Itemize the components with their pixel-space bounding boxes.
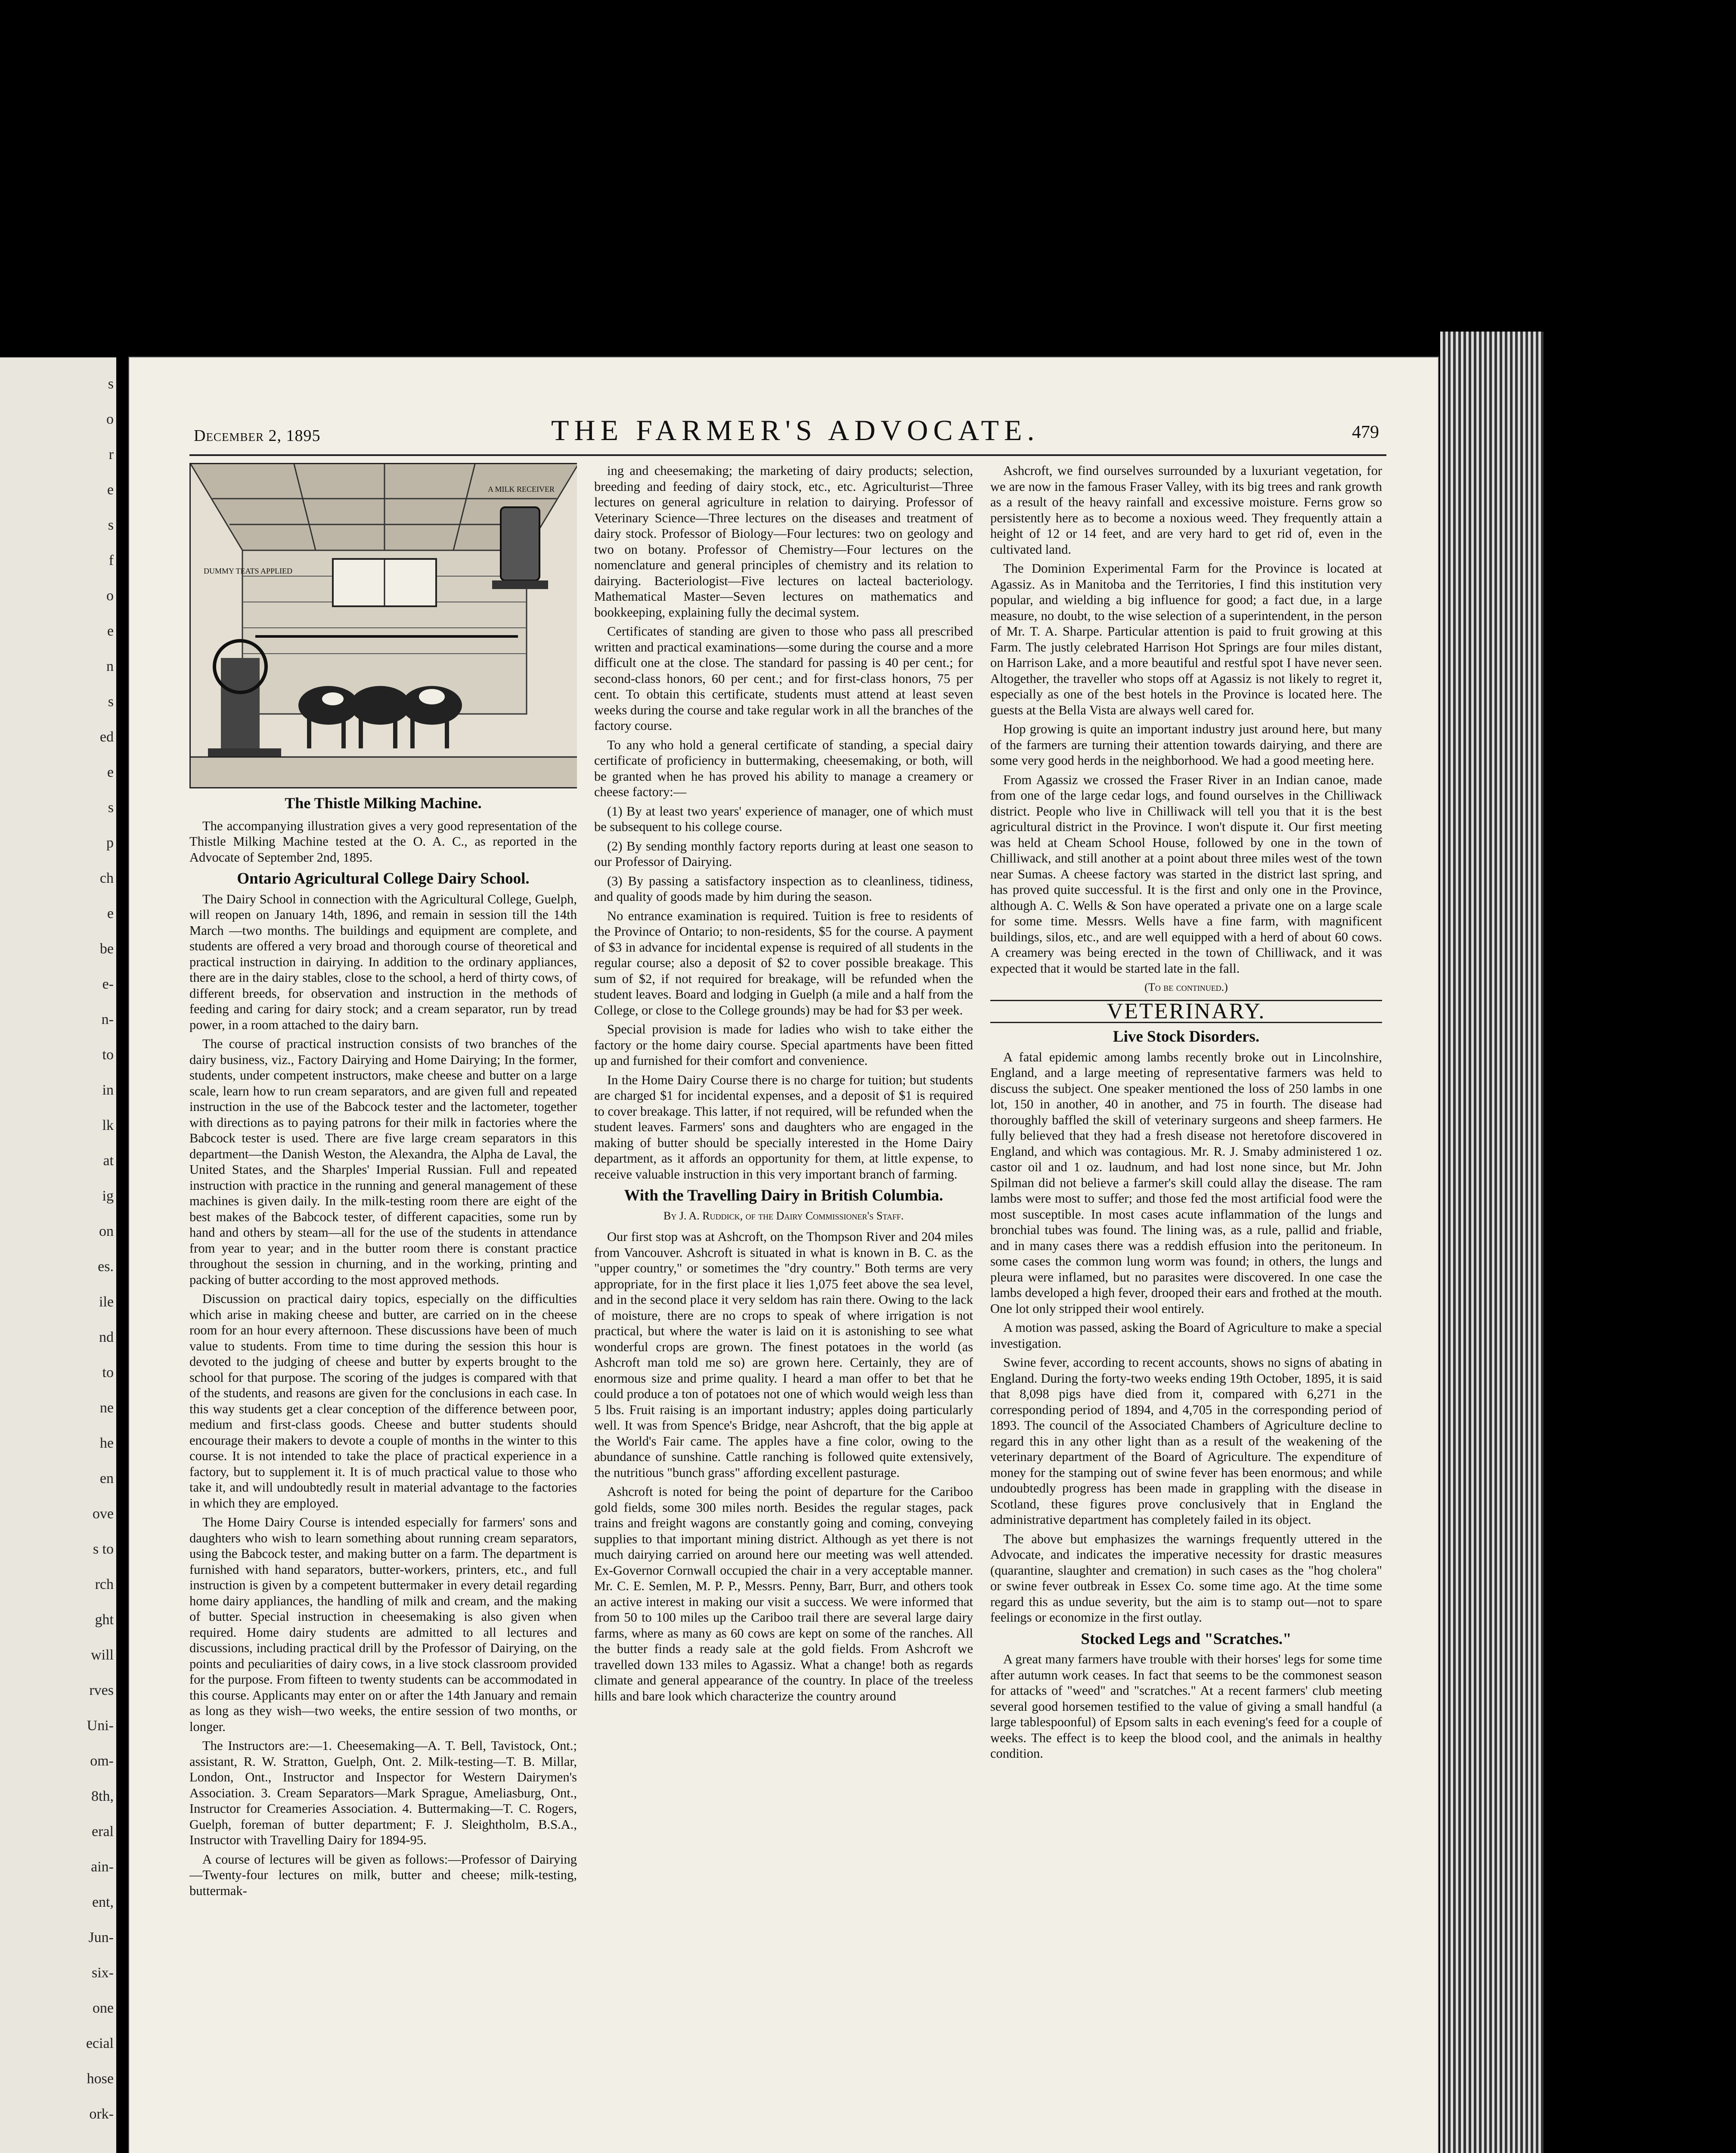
paragraph: To any who hold a general certificate of standing, a special dairy certificate of proficiency in buttermaking, cheesemaking, or both, will be granted when he has proved his ability to manage a creamery or cheese factory:— — [594, 737, 973, 799]
previous-page-fragment: ed — [99, 729, 114, 745]
live-stock-disorders-heading: Live Stock Disorders. — [1113, 1028, 1260, 1045]
previous-page-fragment: one — [92, 2000, 114, 2016]
previous-page-fragment: be — [99, 941, 114, 957]
paragraph: No entrance examination is required. Tuition is free to residents of the Province of Ontario; to non-residents, $5 for the course. A payment of $3 in advance for incidental expense is required of all students in the regular course; also a deposit of $2 to cover possible breakage. This sum of $2, if not required for breakage, will be refunded when the student leaves. Board and lodging in Guelph (a mile and a half from the College, or close to the College grounds) may be had for $3 per week. — [594, 908, 973, 1018]
previous-page-fragment: ove — [92, 1506, 114, 1522]
paragraph: A fatal epidemic among lambs recently broke out in Lincolnshire, England, and a large meeting of representative farmers was held to discuss the subject. One speaker mentioned the loss of 250 lambs in one lot, 150 in another, 40 in another, and 75 in fourth. The disease had thoroughly baffled the skill of veterinary surgeons and sheep farmers. He fully believed that they had a fresh disease not heretofore discovered in England, and which was contagious. Mr. R. J. Smaby administered 1 oz. castor oil and 1 oz. laudnum, and had lost none since, but Mr. John Spilman did not believe a farmer's skill could allay the disease. The ram lambs were most to suffer; and those fed the most artificial food were the most susceptible. In most cases acute inflammation of the lungs and bronchial tubes was found. The lining was, as a rule, pallid and friable, and in many cases there was a reddish effusion into the peritoneum. In some cases the common lung worm was found; in others, the lungs and pleura were inflamed, but no parasites were discovered. In one case the lambs developed a high fever, drooped their ears and frothed at the mouth. One lot only stripped their wool entirely. — [990, 1049, 1382, 1316]
previous-page-fragment: n — [106, 658, 114, 674]
veterinary-section-heading: VETERINARY. — [990, 1000, 1382, 1024]
previous-page-fragment: nd — [99, 1329, 114, 1345]
travelling-dairy-heading: With the Travelling Dairy in British Columbia. — [624, 1187, 943, 1204]
previous-page-fragment: ile — [99, 1294, 114, 1310]
article-byline: By J. A. Ruddick, of the Dairy Commissioner's Staff. — [663, 1209, 904, 1222]
column-1 — [189, 463, 577, 2153]
previous-page-fragment: om- — [90, 1753, 114, 1769]
previous-page-fragment: e — [107, 764, 114, 780]
paragraph: Hop growing is quite an important industry just around here, but many of the farmers are turning their attention towards dairying, and there are some very good herds in the neighborhood. We had a good meeting here. — [990, 722, 1382, 768]
previous-page-fragment: s — [108, 517, 114, 533]
header-rule — [189, 454, 1386, 456]
column-2 — [594, 463, 973, 2153]
paragraph: A motion was passed, asking the Board of Agriculture to make a special investigation. — [990, 1320, 1382, 1351]
previous-page-fragment: ig — [102, 1188, 114, 1204]
paragraph: From Agassiz we crossed the Fraser River in an Indian canoe, made from one of the large cedar logs, and found ourselves in the Chilliwack district. People who live in Chilliwack will tell you that it is the best agricultural district in the Province. I won't dispute it. Our first meeting was held at Cheam School House, followed by one in the town of Chilliwack, and still another at a point about three miles west of the town near Sumas. A cheese factory was started in the district last spring, and has proved quite successful. It is the first and only one in the Province, although A. C. Wells & Son have operated a private one on a large scale for some time. Messrs. Wells have a fine farm, with magnificent buildings, silos, etc., and are well equipped with a herd of about 60 cows. A creamery was being erected in the town of Chilliwack, and it was expected that it would be started late in the fall. — [990, 772, 1382, 976]
previous-page-fragment: ork- — [89, 2106, 114, 2122]
previous-page-fragment: hose — [87, 2071, 114, 2087]
previous-page-fragment: 8th, — [91, 1788, 114, 1804]
paragraph: Special provision is made for ladies who wish to take either the factory or the home dairy course. Special apartments have been fitted up and furnished for their comfort and convenience. — [594, 1022, 973, 1068]
previous-page-fragment: s — [108, 376, 114, 392]
illustration-description: The accompanying illustration gives a very good representation of the Thistle Milking Machine tested at the O. A. C., as reported in the Advocate of September 2nd, 1895. — [189, 818, 577, 865]
previous-page-fragment: o — [106, 588, 114, 604]
column-3 — [990, 463, 1382, 2153]
illustration-label-receiver: A MILK RECEIVER — [488, 485, 555, 493]
paragraph: Certificates of standing are given to those who pass all prescribed written and practical examinations—some during the course and a more difficult one at the close. The standard for passing is 40 per cent.; for second-class honors, 60 per cent.; and for first-class honors, 75 per cent. To obtain this certificate, students must attend at least seven weeks during the course and take regular work in all the branches of the factory course. — [594, 624, 973, 733]
paragraph: A course of lectures will be given as follows:—Professor of Dairying—Twenty-four lectures on milk, butter and cheese; milk-testing, buttermak- — [189, 1852, 577, 1898]
newspaper-page — [129, 357, 1438, 2153]
page-stack-edges — [1440, 332, 1544, 2153]
previous-page-fragment: s — [108, 694, 114, 710]
paragraph: The course of practical instruction consists of two branches of the dairy business, viz., Factory Dairying and Home Dairying; In the former, students, under competent instructors, make cheese and butter on a large scale, learn how to run cream separators, and are given full and repeated instruction in the use of the Babcock tester and the lactometer, together with directions as to paying patrons for their milk in factories where the Babcock tester is used. There are five large cream separators in this department—the Danish Weston, the Alexandra, the Alpha de Laval, the United States, and the Sharples' Imperial Russian. Full and repeated instruction with practice in the running and general management of these machines is given daily. In the milk-testing room there are eight of the best makes of the Babcock tester, of different capacities, some run by hand and others by steam—all for the use of the students in attendance from year to year; and in the butter room there is constant practice throughout the session in churning, and in the working, printing and packing of butter according to the most approved methods. — [189, 1036, 577, 1287]
paragraph: The Dairy School in connection with the Agricultural College, Guelph, will reopen on January 14th, 1896, and remain in session till the 14th March —two months. The buildings and equipment are complete, and students are offered a very broad and thorough course of theoretical and practical instruction in dairying. In addition to the ordinary appliances, there are in the dairy stables, close to the school, a herd of thirty cows, of different breeds, for observation and instruction in the methods of feeding and caring for dairy stock; and a cream separator, run by tread power, in a room attached to the dairy barn. — [189, 891, 577, 1032]
previous-page-fragment: to — [102, 1365, 114, 1381]
previous-page-fragment: to — [102, 1047, 114, 1063]
previous-page-fragment: at — [103, 1153, 114, 1169]
previous-page-fragment: es. — [98, 1259, 114, 1275]
previous-page-fragment: r — [108, 447, 114, 462]
paragraph: Ashcroft is noted for being the point of departure for the Cariboo gold fields, some 300 miles north. Besides the regular stages, pack trains and freight wagons are constantly going and coming, conveying supplies to that important mining district. Although as yet there is not much dairying carried on around here our meeting was well attended. Ex-Governor Cornwall occupied the chair in a very acceptable manner. Mr. C. E. Semlen, M. P. P., Messrs. Penny, Barr, Burr, and others took an active interest in making our visit a success. We were informed that from 50 to 100 miles up the Cariboo trail there are several large dairy farms, where as many as 60 cows are kept on some of the ranches. All the butter finds a ready sale at the gold fields. From Ashcroft we travelled down 133 miles to Agassiz. What a change! both as regards climate and general appearance of the country. In place of the treeless hills and bare look which characterize the country around — [594, 1484, 973, 1703]
previous-page-fragment: six- — [92, 1965, 114, 1981]
previous-page-fragment: ent, — [92, 1894, 114, 1910]
paragraph: A great many farmers have trouble with their horses' legs for some time after autumn work ceases. In fact that seems to be the commonest season for attacks of "weed" and "scratches." At a recent farmers' club meeting several good horsemen testified to the value of giving a small handful (a large tablespoonful) of Epsom salts in each evening's feed for a couple of weeks. The effect is to keep the blood cool, and the animals in healthy condition. — [990, 1652, 1382, 1761]
to-be-continued: (To be continued.) — [1144, 981, 1228, 993]
paragraph: In the Home Dairy Course there is no charge for tuition; but students are charged $1 for incidental expenses, and a deposit of $1 is required to cover breakage. This latter, if not required, will be refunded when the student leaves. Farmers' sons and daughters who are engaged in the making of butter should be specially interested in the Home Dairy department, as it affords an opportunity for them, at little expense, to receive valuable instruction in this very important branch of farming. — [594, 1072, 973, 1182]
paragraph: Swine fever, according to recent accounts, shows no signs of abating in England. During the forty-two weeks ending 19th October, 1895, it is said that 8,098 pigs have died from it, compared with 6,271 in the corresponding period of 1894, and 4,705 in the corresponding period of 1893. The council of the Associated Chambers of Agriculture decline to regard this in any other light than as a result of the weakening of the veterinary department of the Board of Agriculture. The expenditure of money for the stamping out of swine fever has been enormous; and while undoubtedly progress has been made in grappling with the disease in Scotland, these figures prove conclusively that in England the administrative department has completely failed in its object. — [990, 1355, 1382, 1527]
masthead-title: THE FARMER'S ADVOCATE. — [551, 414, 1040, 447]
paragraph: Our first stop was at Ashcroft, on the Thompson River and 204 miles from Vancouver. Ashcroft is situated in what is known in B. C. as the "upper country," or sometimes the "dry country." Both terms are very appropriate, for in the first place it lies 1,075 feet above the sea level, and in the second place it very seldom has rain there. Owing to the lack of moisture, there are no crops to speak of where irrigation is not practical, but where the water is laid on it is astonishing to see what wonderful crops are grown. The finest potatoes in the world (as Ashcroft man told me so) are grown here. Certainly, they are of enormous size and prime quality. I heard a man offer to bet that he could produce a ton of potatoes not one of which would weigh less than 5 lbs. Fruit raising is an important industry; apples doing particularly well. It was from Spence's Bridge, near Ashcroft, that the big apple at the World's Fair came. The apples have a fine color, owing to the abundance of sunshine. Cattle ranching is followed quite extensively, the nutritious "bunch grass" affording excellent pasturage. — [594, 1229, 973, 1480]
illustration-label-teats: DUMMY TEATS APPLIED — [204, 567, 293, 575]
previous-page-fragment: eral — [92, 1824, 114, 1840]
previous-page-fragment: lk — [102, 1117, 114, 1133]
previous-page-fragment: ain- — [91, 1859, 114, 1875]
previous-page-fragment: rves — [89, 1682, 114, 1698]
previous-page-edge — [0, 357, 116, 2153]
dairy-school-heading: Ontario Agricultural College Dairy School. — [237, 870, 530, 887]
paragraph: The Home Dairy Course is intended especially for farmers' sons and daughters who wish to learn something about running cream separators, using the Babcock tester, and making butter on a farm. The department is furnished with hand separators, butter-workers, printers, etc., and full instruction is given by a competent buttermaker in every detail regarding home dairy appliances, the handling of milk and cream, and the making of butter. Special instruction in cheesemaking is also given when required. Home dairy students are admitted to all lectures and discussions, including practical drill by the Professor of Dairying, on the points and peculiarities of dairy cows, in a live stock classroom provided for the purpose. From fifteen to twenty students can be accommodated in this course. Applicants may enter on or after the 14th January and remain as long as they wish—two weeks, the entire session of two months, or longer. — [189, 1515, 577, 1734]
previous-page-fragment: on — [99, 1223, 114, 1239]
previous-page-fragment: ne — [99, 1400, 114, 1416]
previous-page-fragment: en — [99, 1470, 114, 1486]
previous-page-fragment: e- — [102, 976, 114, 992]
header-date: December 2, 1895 — [194, 427, 321, 445]
previous-page-fragment: Uni- — [87, 1718, 114, 1734]
illustration-caption: The Thistle Milking Machine. — [285, 794, 482, 812]
previous-page-fragment: e — [107, 623, 114, 639]
paragraph: The Dominion Experimental Farm for the Province is located at Agassiz. As in Manitoba and the Territories, I find this institution very popular, and wielding a big influence for good; a fact due, in a large measure, no doubt, to the wise selection of a superintendent, in the person of Mr. T. A. Sharpe. Particular attention is paid to fruit growing at this Farm. The justly celebrated Harrison Hot Springs are four miles distant, on Harrison Lake, and a more beautiful and restful spot I have never seen. Altogether, the traveller who stops off at Agassiz is not likely to regret it, especially as one of the best hotels in the Province is located here. The guests at the Bella Vista are always well cared for. — [990, 561, 1382, 717]
previous-page-fragment: e — [107, 482, 114, 498]
previous-page-fragment: p — [106, 835, 114, 851]
previous-page-fragment: e — [107, 906, 114, 921]
dairy-school-body — [189, 891, 577, 1899]
previous-page-fragment: ch — [99, 870, 114, 886]
previous-page-fragment: Jun- — [88, 1930, 114, 1945]
milking-machine-illustration — [189, 463, 577, 788]
paragraph: (3) By passing a satisfactory inspection as to cleanliness, tidiness, and quality of goods made by him during the season. — [594, 873, 973, 904]
previous-page-fragment: n- — [101, 1011, 114, 1027]
paragraph: Ashcroft, we find ourselves surrounded by a luxuriant vegetation, for we are now in the famous Fraser Valley, with its big trees and rank growth as a result of the heavy rainfall and excessive moisture. Ferns grow so persistently here as to become a noxious weed. They frequently attain a height of 12 or 14 feet, and are very hard to get rid of, even in the cultivated land. — [990, 463, 1382, 557]
stocked-legs-heading: Stocked Legs and "Scratches." — [1081, 1630, 1292, 1648]
previous-page-fragment: will — [91, 1647, 114, 1663]
previous-page-fragment: s — [108, 800, 114, 816]
previous-page-fragment: he — [99, 1435, 114, 1451]
previous-page-fragment: in — [102, 1082, 114, 1098]
paragraph: The Instructors are:—1. Cheesemaking—A. T. Bell, Tavistock, Ont.; assistant, R. W. Stratton, Guelph, Ont. 2. Milk-testing—T. B. Millar, London, Ont., Instructor and Inspector for Western Dairymen's Association. 3. Cream Separators—Mark Sprague, Ameliasburg, Ont., Instructor for Creameries Association. 4. Buttermaking—T. C. Rogers, Guelph, foreman of butter department; F. J. Sleightholm, B.S.A., Instructor with Travelling Dairy for 1894-95. — [189, 1738, 577, 1847]
paragraph: The above but emphasizes the warnings frequently uttered in the Advocate, and indicates the imperative necessity for drastic measures (quarantine, slaughter and cremation) in such cases as the "hog cholera" or swine fever outbreak in Essex Co. some time ago. At the time some regard this as undue severity, but the aim is to stamp out—not to spare feelings or economize in the first outlay. — [990, 1531, 1382, 1625]
previous-page-fragment: ecial — [86, 2035, 114, 2051]
paragraph: Discussion on practical dairy topics, especially on the difficulties which arise in making cheese and butter, are carried on in the cheese room for an hour every afternoon. These discussions have been of much value to students. From time to time during the session this hour is devoted to the judging of cheese and butter by experts brought to the school for that purpose. The scoring of the judges is compared with that of the students, and reasons are given for the conclusions in each case. In this way students get a clear conception of the difference between poor, medium and first-class goods. Cheese and butter students should encourage their makers to devote a couple of months in the winter to this course. It is not intended to take the place of practical experience in a factory, but to supplement it. It is of much practical value to those who take it, and will undoubtedly result in material advantage to the factories in which they are employed. — [189, 1291, 577, 1511]
previous-page-fragment: f — [108, 552, 114, 568]
paragraph: (1) By at least two years' experience of manager, one of which must be subsequent to his college course. — [594, 803, 973, 834]
previous-page-fragment: rch — [95, 1576, 114, 1592]
barn-illustration-svg — [191, 464, 577, 787]
previous-page-fragment: o — [106, 411, 114, 427]
previous-page-fragment: s to — [93, 1541, 114, 1557]
paragraph: (2) By sending monthly factory reports during at least one season to our Professor of Dairying. — [594, 838, 973, 869]
page-number: 479 — [1352, 422, 1379, 442]
paragraph: ing and cheesemaking; the marketing of dairy products; selection, breeding and feeding of dairy stock, etc., etc. Agriculturist—Three lectures on general agriculture in relation to dairying. Professor of Veterinary Science—Three lectures on the diseases and treatment of dairy stock. Professor of Biology—Four lectures: two on geology and two on botany. Professor of Chemistry—Four lectures on the nomenclature and general principles of chemistry and its relation to dairying. Bacteriologist—Five lectures on lacteal bacteriology. Mathematical Master—Seven lectures on mathematics and bookkeeping, explaining fully the decimal system. — [594, 463, 973, 620]
previous-page-fragment: ght — [95, 1612, 114, 1628]
